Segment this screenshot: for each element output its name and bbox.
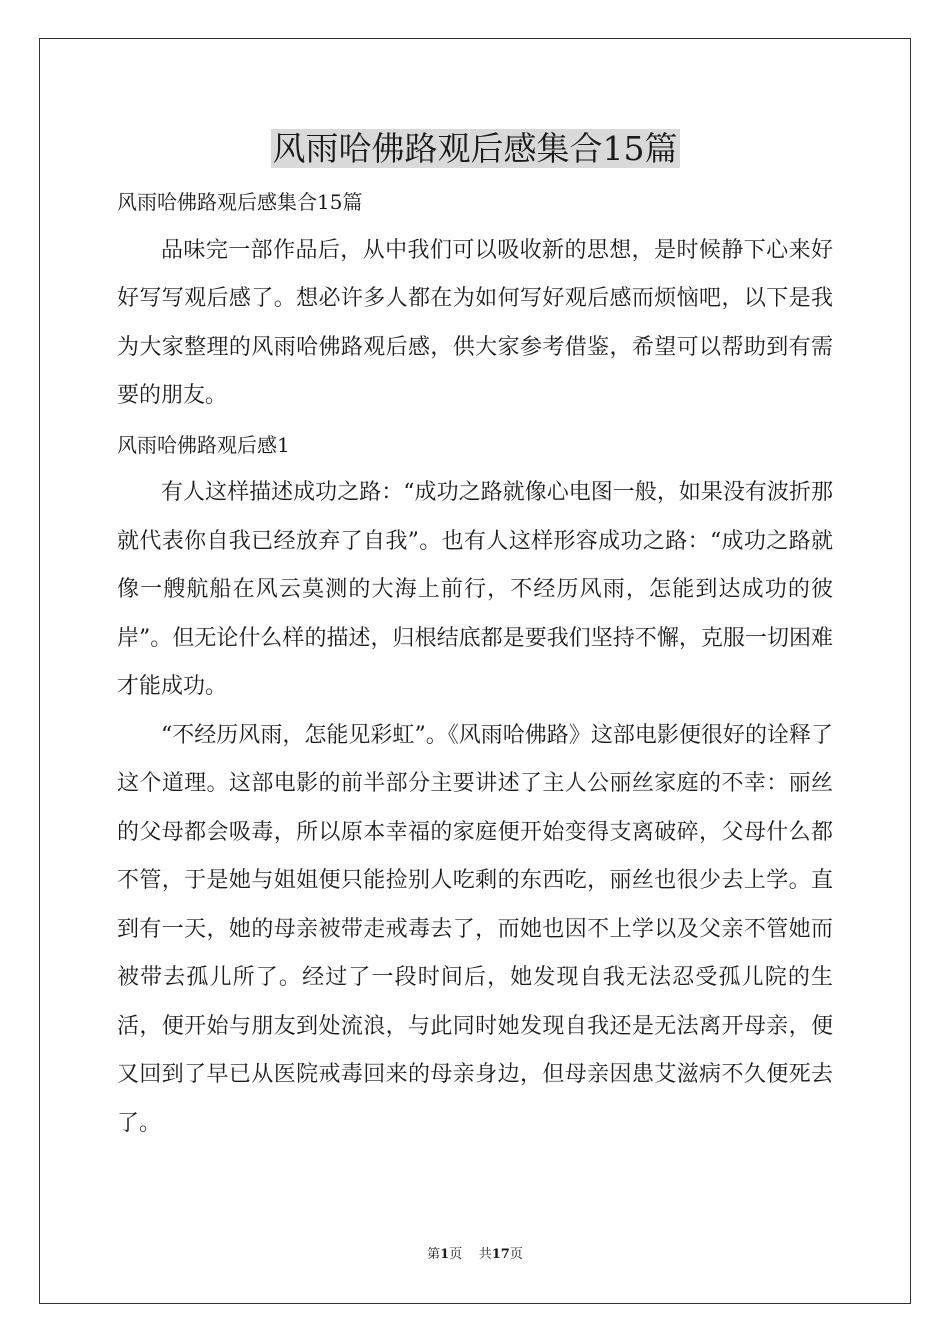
page-number: 1 (440, 1247, 450, 1262)
total-prefix: 共 (478, 1247, 492, 1262)
page-prefix: 第 (427, 1247, 441, 1262)
document-title-text: 风雨哈佛路观后感集合15篇 (272, 129, 678, 168)
intro-paragraph: 品味完一部作品后，从中我们可以吸收新的思想，是时候静下心来好好写写观后感了。想必许多人都在为如何写好观后感而烦恼吧，以下是我为大家整理的风雨哈佛路观后感，供大家参考借鉴，希望可以帮助到有需要的朋友。 (117, 237, 833, 408)
section-heading: 风雨哈佛路观后感1 (117, 432, 290, 457)
page-footer (0, 1246, 950, 1264)
total-suffix: 页 (509, 1247, 523, 1262)
body-paragraph-1: 有人这样描述成功之路：“成功之路就像心电图一般，如果没有波折那就代表你自我已经放弃了自我”。也有人这样形容成功之路：“成功之路就像一艘航船在风云莫测的大海上前行，不经历风雨，怎能到达成功的彼岸”。但无论什么样的描述，归根结底都是要我们坚持不懈，克服一切困难才能成功。 (117, 480, 833, 699)
document-title (0, 127, 950, 171)
document-subtitle: 风雨哈佛路观后感集合15篇 (117, 190, 363, 214)
page-suffix: 页 (449, 1247, 463, 1262)
document-body (117, 178, 833, 1148)
body-paragraph-2: “不经历风雨，怎能见彩虹”。《风雨哈佛路》这部电影便很好的诠释了这个道理。这部电影的前半部分主要讲述了主人公丽丝家庭的不幸：丽丝的父母都会吸毒，所以原本幸福的家庭便开始变得支离破碎，父母什么都不管，于是她与姐姐便只能捡别人吃剩的东西吃，丽丝也很少去上学。直到有一天，她的母亲被带走戒毒去了，而她也因不上学以及父亲不管她而被带去孤儿所了。经过了一段时间后，她发现自我无法忍受孤儿院的生活，便开始与朋友到处流浪，与此同时她发现自我还是无法离开母亲，便又回到了早已从医院戒毒回来的母亲身边，但母亲因患艾滋病不久便死去了。 (117, 722, 833, 1136)
total-pages: 17 (491, 1247, 510, 1262)
